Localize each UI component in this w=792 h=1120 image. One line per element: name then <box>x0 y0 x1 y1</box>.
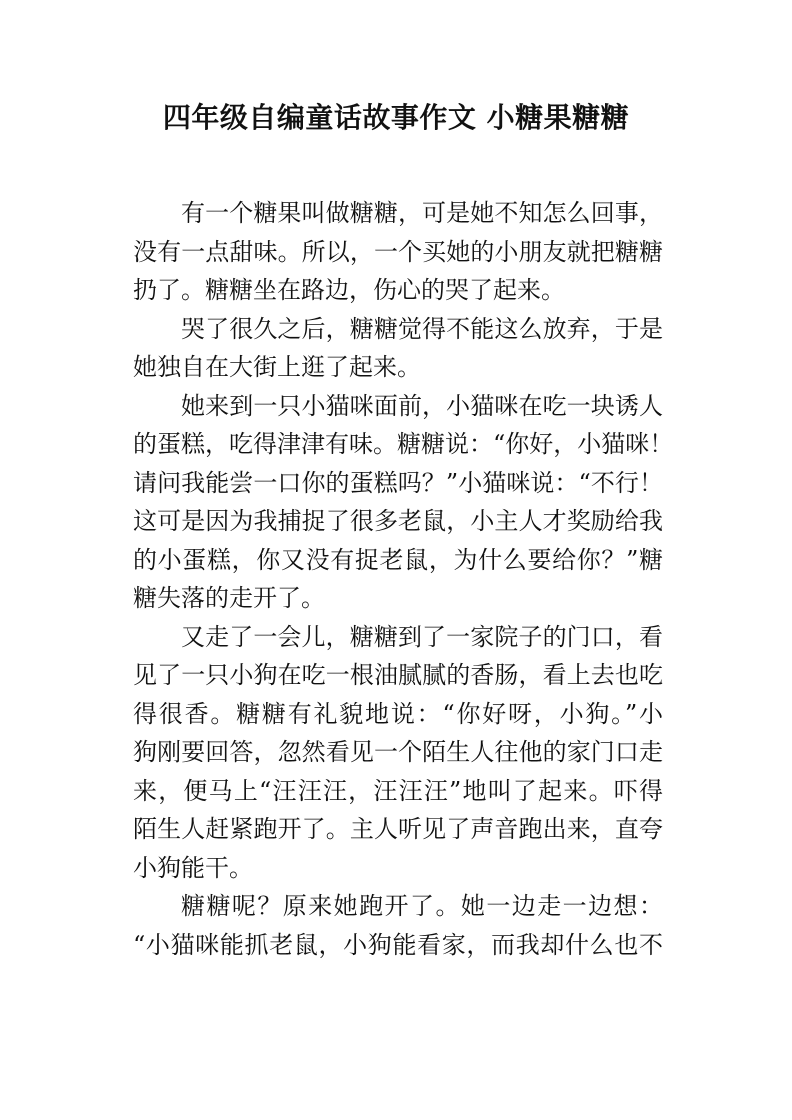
document-title: 四年级自编童话故事作文 小糖果糖糖 <box>162 101 630 134</box>
text-line: 的小蛋糕，你又没有捉老鼠，为什么要给你？”糖 <box>133 545 663 574</box>
text-line: 陌生人赶紧跑开了。主人听见了声音跑出来，直夸 <box>133 815 663 843</box>
story-body <box>133 194 674 964</box>
text-line: 的蛋糕，吃得津津有味。糖糖说：“你好，小猫咪！ <box>133 430 674 458</box>
text-line: 来，便马上“汪汪汪，汪汪汪”地叫了起来。吓得 <box>133 776 663 805</box>
text-line: 这可是因为我捕捉了很多老鼠，小主人才奖励给我 <box>133 507 663 535</box>
text-line: 糖糖呢？原来她跑开了。她一边走一边想： <box>181 892 663 920</box>
text-line: 有一个糖果叫做糖糖，可是她不知怎么回事， <box>181 199 663 227</box>
text-line: 扔了。糖糖坐在路边，伤心的哭了起来。 <box>133 276 565 304</box>
text-line: 哭了很久之后，糖糖觉得不能这么放弃，于是 <box>181 314 663 343</box>
text-line: 糖失落的走开了。 <box>133 584 325 612</box>
text-line: “小猫咪能抓老鼠，小狗能看家，而我却什么也不 <box>133 930 663 959</box>
text-line: 得很香。糖糖有礼貌地说：“你好呀，小狗。”小 <box>133 699 663 728</box>
text-line: 她来到一只小猫咪面前，小猫咪在吃一块诱人 <box>181 391 663 420</box>
text-line: 又走了一会儿，糖糖到了一家院子的门口，看 <box>181 622 663 651</box>
text-line: 她独自在大街上逛了起来。 <box>133 353 421 381</box>
text-line: 狗刚要回答，忽然看见一个陌生人往他的家门口走 <box>133 738 663 766</box>
text-line: 小狗能干。 <box>133 853 253 882</box>
text-line: 见了一只小狗在吃一根油腻腻的香肠，看上去也吃 <box>133 661 663 689</box>
text-line: 没有一点甜味。所以，一个买她的小朋友就把糖糖 <box>133 237 663 266</box>
text-line: 请问我能尝一口你的蛋糕吗？”小猫咪说：“不行！ <box>133 468 663 497</box>
